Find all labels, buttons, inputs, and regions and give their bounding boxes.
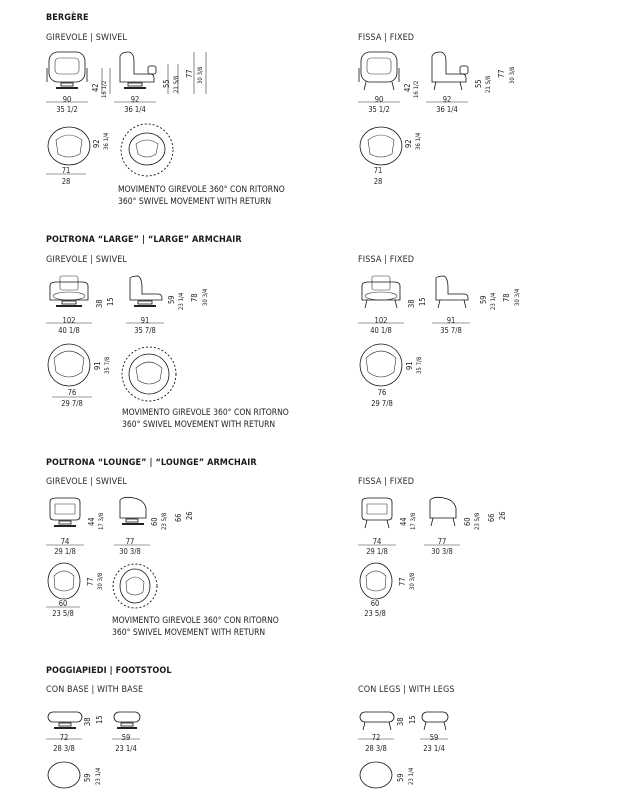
lounge-fixed-side-drawing — [424, 496, 460, 536]
bergere-fixed-width: 90 — [374, 95, 384, 104]
lounge-plan-width-in: 23 5/8 — [52, 609, 74, 618]
large-fixed-depth: 91 — [446, 316, 456, 325]
bergere-dim-lines — [88, 62, 112, 96]
lounge-fixed-width-in: 29 1/8 — [366, 547, 388, 556]
bergere-fixed-plan-depth-in: 36 1/4 — [415, 132, 422, 150]
footstool-base-depth: 59 — [121, 733, 131, 742]
subtitle-swivel-lounge: GIREVOLE | SWIVEL — [46, 477, 128, 487]
bergere-total-height-in: 30 3/8 — [197, 66, 204, 84]
bergere-plan-width: 71 — [61, 166, 71, 175]
lounge-note-it: MOVIMENTO GIREVOLE 360° CON RITORNO — [112, 616, 279, 626]
lounge-fixed-plan-width-in: 23 5/8 — [364, 609, 386, 618]
lounge-fixed-seat-height: 44 — [399, 517, 408, 526]
lounge-fixed-arm-height: 60 — [463, 517, 472, 526]
lounge-depth: 77 — [125, 537, 135, 546]
bergere-fixed-plan-depth: 92 — [404, 139, 413, 148]
large-total-height: 78 — [190, 293, 199, 302]
large-width: 102 — [62, 316, 76, 325]
large-fixed-side-drawing — [432, 274, 470, 314]
footstool-base-plan-depth-in: 23 1/4 — [95, 767, 102, 785]
large-swivel-side-drawing — [126, 274, 164, 314]
large-fixed-plan-width: 76 — [377, 388, 387, 397]
lounge-swivel-side-drawing — [114, 496, 150, 536]
footstool-legs-plan-depth-in: 23 1/4 — [408, 767, 415, 785]
lounge-arm-height-in: 23 5/8 — [161, 512, 168, 530]
large-plan-rotation-drawing — [120, 346, 178, 402]
large-fixed-seat-height: 38 — [407, 299, 416, 308]
section-title-bergere: BERGÈRE — [46, 13, 89, 23]
lounge-fixed-plan-width: 60 — [370, 599, 380, 608]
bergere-fixed-side-drawing — [426, 50, 468, 92]
bergere-note-en: 360° SWIVEL MOVEMENT WITH RETURN — [118, 197, 272, 207]
lounge-fixed-total-height-in: 26 — [498, 511, 507, 520]
footstool-legs-plan-drawing — [358, 760, 394, 790]
bergere-plan-depth: 92 — [92, 139, 101, 148]
lounge-fixed-plan-drawing — [358, 562, 394, 602]
large-plan-depth-in: 35 7/8 — [104, 356, 111, 374]
large-arm-height-in: 23 1/4 — [178, 292, 185, 310]
bergere-plan-depth-in: 36 1/4 — [103, 132, 110, 150]
lounge-fixed-depth: 77 — [437, 537, 447, 546]
lounge-fixed-plan-depth: 77 — [398, 577, 407, 586]
subtitle-fixed-lounge: FISSA | FIXED — [358, 477, 415, 487]
lounge-width: 74 — [60, 537, 70, 546]
lounge-fixed-arm-height-in: 23 5/8 — [474, 512, 481, 530]
bergere-width-in: 35 1/2 — [56, 105, 78, 114]
bergere-note-it: MOVIMENTO GIREVOLE 360° CON RITORNO — [118, 185, 285, 195]
bergere-fixed-plan-width-in: 28 — [373, 177, 383, 186]
footstool-legs-depth: 59 — [429, 733, 439, 742]
large-note-it: MOVIMENTO GIREVOLE 360° CON RITORNO — [122, 408, 289, 418]
bergere-fixed-arm-height: 55 — [474, 79, 483, 88]
footstool-legs-height: 38 — [396, 717, 405, 726]
large-width-in: 40 1/8 — [58, 326, 80, 335]
lounge-plan-depth: 77 — [86, 577, 95, 586]
bergere-seat-height: 42 — [91, 83, 100, 92]
large-plan-drawing — [46, 342, 92, 388]
lounge-plan-drawing — [46, 562, 82, 602]
lounge-fixed-plan-depth-in: 30 3/8 — [409, 572, 416, 590]
large-fixed-plan-depth-in: 35 7/8 — [416, 356, 423, 374]
large-fixed-depth-in: 35 7/8 — [440, 326, 462, 335]
bergere-fixed-plan-drawing — [358, 126, 404, 168]
bergere-fixed-arm-height-in: 21 5/8 — [485, 75, 492, 93]
subtitle-swivel-large: GIREVOLE | SWIVEL — [46, 255, 128, 265]
large-note-en: 360° SWIVEL MOVEMENT WITH RETURN — [122, 420, 276, 430]
large-fixed-arm-height: 59 — [479, 295, 488, 304]
large-plan-width: 76 — [67, 388, 77, 397]
footstool-legs-width: 72 — [371, 733, 381, 742]
large-fixed-total-height-in: 30 3/4 — [514, 288, 521, 306]
bergere-right-dim-lines — [156, 48, 216, 98]
lounge-plan-width: 60 — [58, 599, 68, 608]
bergere-seat-height-in: 16 1/2 — [101, 80, 108, 98]
large-total-height-in: 30 3/4 — [202, 288, 209, 306]
bergere-arm-height: 55 — [162, 79, 171, 88]
large-fixed-width-in: 40 1/8 — [370, 326, 392, 335]
bergere-depth: 92 — [130, 95, 140, 104]
large-seat-height: 38 — [95, 299, 104, 308]
bergere-fixed-depth: 92 — [442, 95, 452, 104]
section-title-lounge-armchair: POLTRONA “LOUNGE” | “LOUNGE” ARMCHAIR — [46, 458, 257, 468]
lounge-fixed-depth-in: 30 3/8 — [431, 547, 453, 556]
footstool-base-height-in: 15 — [95, 715, 104, 724]
lounge-total-height-in: 26 — [185, 511, 194, 520]
footstool-base-depth-in: 23 1/4 — [115, 744, 137, 753]
footstool-legs-height-in: 15 — [408, 715, 417, 724]
footstool-legs-width-in: 28 3/8 — [365, 744, 387, 753]
bergere-swivel-front-drawing — [46, 50, 88, 92]
bergere-depth-in: 36 1/4 — [124, 105, 146, 114]
large-seat-height-in: 15 — [106, 297, 115, 306]
bergere-fixed-depth-in: 36 1/4 — [436, 105, 458, 114]
bergere-swivel-side-drawing — [114, 50, 156, 92]
bergere-fixed-front-drawing — [358, 50, 400, 92]
lounge-swivel-front-drawing — [46, 496, 84, 536]
bergere-fixed-width-in: 35 1/2 — [368, 105, 390, 114]
bergere-total-height: 77 — [185, 69, 194, 78]
bergere-fixed-plan-width: 71 — [373, 166, 383, 175]
large-fixed-plan-depth: 91 — [405, 361, 414, 370]
bergere-plan-dim-line — [46, 164, 90, 184]
subtitle-with-base: CON BASE | WITH BASE — [46, 685, 144, 695]
footstool-base-width: 72 — [59, 733, 69, 742]
lounge-fixed-seat-height-in: 17 3/8 — [410, 512, 417, 530]
lounge-seat-height-in: 17 3/8 — [98, 512, 105, 530]
large-fixed-seat-height-in: 15 — [418, 297, 427, 306]
lounge-note-en: 360° SWIVEL MOVEMENT WITH RETURN — [112, 628, 266, 638]
lounge-total-height: 66 — [174, 513, 183, 522]
bergere-fixed-seat-height: 42 — [403, 83, 412, 92]
large-plan-width-in: 29 7/8 — [61, 399, 83, 408]
lounge-fixed-total-height: 66 — [487, 513, 496, 522]
lounge-arm-height: 60 — [150, 517, 159, 526]
lounge-width-in: 29 1/8 — [54, 547, 76, 556]
bergere-fixed-total-height: 77 — [497, 69, 506, 78]
large-depth: 91 — [140, 316, 150, 325]
large-swivel-front-drawing — [46, 274, 92, 314]
lounge-fixed-front-drawing — [358, 496, 396, 536]
subtitle-swivel: GIREVOLE | SWIVEL — [46, 33, 128, 43]
lounge-fixed-width: 74 — [372, 537, 382, 546]
lounge-seat-height: 44 — [87, 517, 96, 526]
section-title-footstool: POGGIAPIEDI | FOOTSTOOL — [46, 666, 172, 676]
lounge-depth-in: 30 3/8 — [119, 547, 141, 556]
large-plan-depth: 91 — [93, 361, 102, 370]
bergere-plan-rotation-drawing — [118, 122, 176, 178]
large-depth-in: 35 7/8 — [134, 326, 156, 335]
bergere-plan-drawing — [46, 126, 92, 168]
large-fixed-front-drawing — [358, 274, 404, 314]
bergere-arm-height-in: 21 5/8 — [173, 75, 180, 93]
bergere-fixed-total-height-in: 30 3/8 — [509, 66, 516, 84]
large-fixed-total-height: 78 — [502, 293, 511, 302]
large-fixed-plan-width-in: 29 7/8 — [371, 399, 393, 408]
bergere-width: 90 — [62, 95, 72, 104]
bergere-fixed-seat-height-in: 16 1/2 — [413, 80, 420, 98]
subtitle-with-legs: CON LEGS | WITH LEGS — [358, 685, 455, 695]
subtitle-fixed-large: FISSA | FIXED — [358, 255, 415, 265]
large-fixed-width: 102 — [374, 316, 388, 325]
subtitle-fixed: FISSA | FIXED — [358, 33, 415, 43]
lounge-plan-depth-in: 30 3/8 — [97, 572, 104, 590]
lounge-plan-rotation-drawing — [112, 562, 158, 610]
footstool-legs-plan-depth: 59 — [396, 773, 405, 782]
bergere-plan-width-in: 28 — [61, 177, 71, 186]
large-fixed-plan-drawing — [358, 342, 404, 388]
large-fixed-arm-height-in: 23 1/4 — [490, 292, 497, 310]
footstool-base-height: 38 — [83, 717, 92, 726]
footstool-base-plan-drawing — [46, 760, 82, 790]
footstool-legs-depth-in: 23 1/4 — [423, 744, 445, 753]
footstool-base-plan-depth: 59 — [83, 773, 92, 782]
large-arm-height: 59 — [167, 295, 176, 304]
footstool-base-width-in: 28 3/8 — [53, 744, 75, 753]
section-title-large-armchair: POLTRONA “LARGE” | “LARGE” ARMCHAIR — [46, 235, 242, 245]
